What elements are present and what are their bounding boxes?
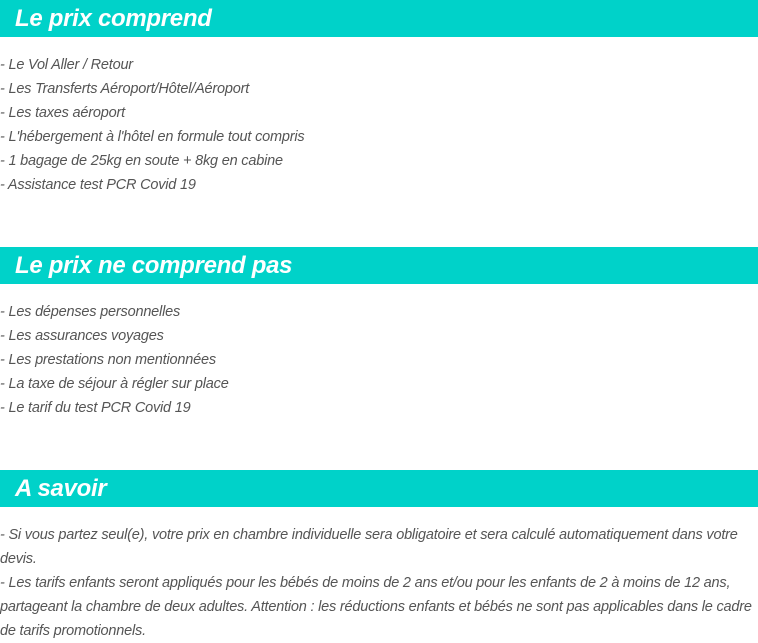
section-title-not-included: Le prix ne comprend pas — [0, 247, 758, 284]
list-item: - L'hébergement à l'hôtel en formule tout compris — [0, 129, 305, 145]
list-item: - Les prestations non mentionnées — [0, 352, 216, 368]
list-item: - Les assurances voyages — [0, 328, 164, 344]
list-item: - Les Transferts Aéroport/Hôtel/Aéroport — [0, 81, 250, 97]
info-paragraph: - Les tarifs enfants seront appliqués pour les bébés de moins de 2 ans et/ou pour les enfants de 2 à moins de 12 ans, partageant la chambre de deux adultes. Attention : les réductions enfants et bébés ne sont pas applicables dans le cadre de tarifs promotionnels. — [0, 575, 752, 639]
list-item: - 1 bagage de 25kg en soute + 8kg en cabine — [0, 153, 283, 169]
list-item: - La taxe de séjour à régler sur place — [0, 376, 229, 392]
list-item: - Les dépenses personnelles — [0, 304, 180, 320]
info-paragraph: - Si vous partez seul(e), votre prix en chambre individuelle sera obligatoire et sera calculé automatiquement dans votre devis. — [0, 527, 738, 567]
included-list — [0, 53, 304, 197]
list-item: - Le tarif du test PCR Covid 19 — [0, 400, 191, 416]
section-title-included: Le prix comprend — [0, 0, 758, 37]
list-item: - Assistance test PCR Covid 19 — [0, 177, 196, 193]
list-item: - Le Vol Aller / Retour — [0, 57, 133, 73]
section-title-good-to-know: A savoir — [0, 470, 758, 507]
not-included-list — [0, 300, 229, 420]
list-item: - Les taxes aéroport — [0, 105, 125, 121]
